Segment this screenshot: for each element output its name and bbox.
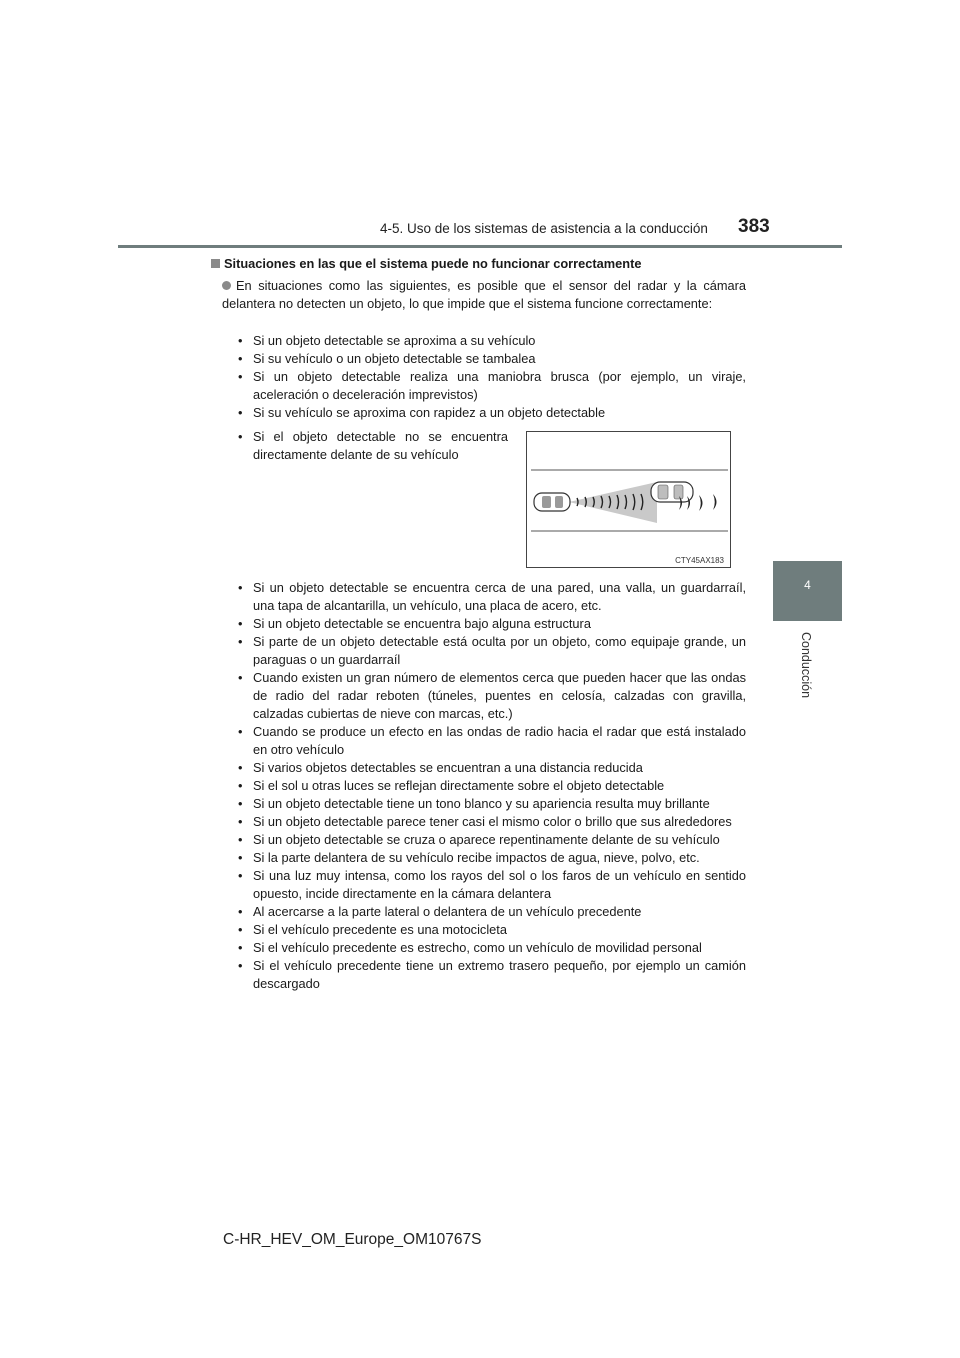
section-heading-text: Situaciones en las que el sistema puede no funcionar correctamente [224, 256, 642, 271]
list-item: • Si un objeto detectable realiza una maniobra brusca (por ejemplo, un viraje, aceleración o deceleración imprevistos) [238, 368, 746, 404]
list-item: • Si el vehículo precedente tiene un extremo trasero pequeño, por ejemplo un camión descargado [238, 957, 746, 993]
list-item: • Si parte de un objeto detectable está oculta por un objeto, como equipaje grande, un paraguas o un guardarraíl [238, 633, 746, 669]
intro-paragraph [222, 277, 746, 313]
chapter-number: 4 [804, 578, 811, 592]
radar-diagram-svg [527, 432, 732, 569]
list-item: • Si una luz muy intensa, como los rayos del sol o los faros de un vehículo en sentido opuesto, incide directamente en la cámara delantera [238, 867, 746, 903]
document-id: C-HR_HEV_OM_Europe_OM10767S [223, 1231, 482, 1248]
chapter-tab [773, 561, 842, 621]
list-item: • Si un objeto detectable se aproxima a su vehículo [238, 332, 746, 350]
circle-bullet-icon [222, 281, 231, 290]
list-item: • Si un objeto detectable parece tener casi el mismo color o brillo que sus alrededores [238, 813, 746, 831]
list-item: • Cuando existen un gran número de elementos cerca que pueden hacer que las ondas de radio del radar reboten (túneles, puentes en celosía, calzadas con gravilla, calzadas cubiertas de nieve con marcas, etc.) [238, 669, 746, 723]
intro-text: En situaciones como las siguientes, es posible que el sensor del radar y la cámara delantera no detecten un objeto, lo que impide que el sistema funcione correctamente: [222, 278, 746, 311]
preceding-vehicle-icon [651, 482, 693, 502]
list-item: • Si el vehículo precedente es estrecho, como un vehículo de movilidad personal [238, 939, 746, 957]
condition-list-a [238, 332, 746, 422]
list-item: • Cuando se produce un efecto en las ondas de radio hacia el radar que está instalado en otro vehículo [238, 723, 746, 759]
own-vehicle-icon [534, 493, 570, 511]
list-item: • Si un objeto detectable se encuentra bajo alguna estructura [238, 615, 746, 633]
list-item: • Si el vehículo precedente es una motocicleta [238, 921, 746, 939]
page-number: 383 [738, 216, 770, 237]
condition-list-b [238, 428, 508, 464]
figure-code: CTY45AX183 [675, 556, 724, 565]
square-bullet-icon [211, 259, 220, 268]
list-item: • Si la parte delantera de su vehículo recibe impactos de agua, nieve, polvo, etc. [238, 849, 746, 867]
list-item: • Si el sol u otras luces se reflejan directamente sobre el objeto detectable [238, 777, 746, 795]
radar-beam [569, 482, 657, 523]
section-heading [211, 256, 751, 271]
list-item: • Al acercarse a la parte lateral o delantera de un vehículo precedente [238, 903, 746, 921]
chapter-label: Conducción [799, 632, 813, 699]
condition-list-c [238, 579, 746, 993]
list-item: • Si varios objetos detectables se encuentran a una distancia reducida [238, 759, 746, 777]
list-item: • Si un objeto detectable se cruza o aparece repentinamente delante de su vehículo [238, 831, 746, 849]
header-rule [118, 245, 842, 248]
list-item: • Si su vehículo se aproxima con rapidez a un objeto detectable [238, 404, 746, 422]
running-header: 4-5. Uso de los sistemas de asistencia a la conducción [380, 221, 708, 236]
list-item: • Si su vehículo o un objeto detectable se tambalea [238, 350, 746, 368]
radar-illustration [526, 431, 731, 568]
list-item: • Si un objeto detectable se encuentra cerca de una pared, una valla, un guardarraíl, una tapa de alcantarilla, un vehículo, una placa de acero, etc. [238, 579, 746, 615]
list-item: • Si un objeto detectable tiene un tono blanco y su apariencia resulta muy brillante [238, 795, 746, 813]
list-item: • Si el objeto detectable no se encuentra directamente delante de su vehículo [238, 428, 508, 464]
